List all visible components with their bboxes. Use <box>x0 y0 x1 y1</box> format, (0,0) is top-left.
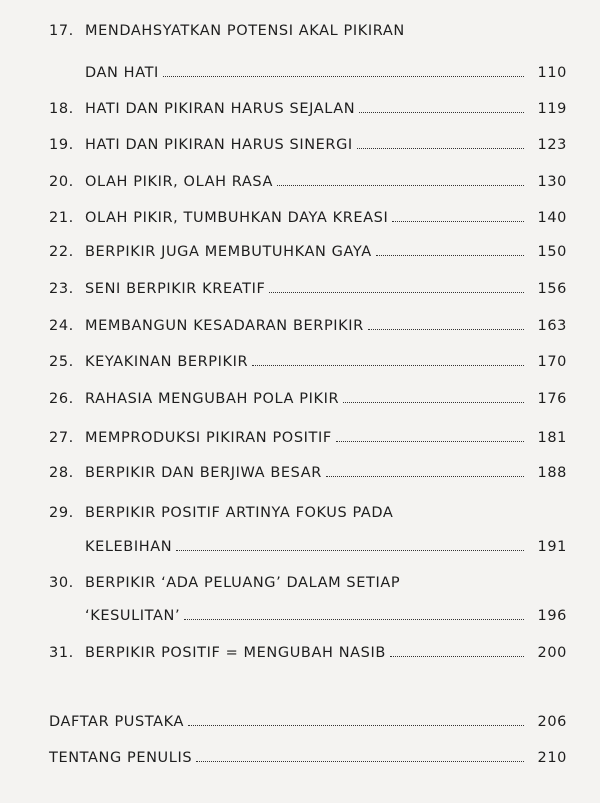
entry-title-line1: MENDAHSYATKAN POTENSI AKAL PIKIRAN <box>85 23 405 39</box>
toc-entry-31 <box>0 641 600 665</box>
toc-entry-28 <box>0 461 600 485</box>
toc-entry-23 <box>0 277 600 301</box>
entry-page: 210 <box>537 750 567 766</box>
entry-page: 140 <box>537 210 567 226</box>
entry-title: BERPIKIR POSITIF = MENGUBAH NASIB <box>85 645 386 661</box>
entry-page: 170 <box>537 354 567 370</box>
entry-page: 119 <box>537 101 567 117</box>
entry-number: 30. <box>49 575 74 591</box>
toc-entry-30-cont <box>0 604 600 628</box>
leader-dots <box>359 97 524 113</box>
entry-number: 31. <box>49 645 74 661</box>
entry-page: 110 <box>537 65 567 81</box>
entry-title: TENTANG PENULIS <box>49 750 193 766</box>
toc-entry-daftar-pustaka <box>0 710 600 734</box>
leader-dots <box>188 710 524 726</box>
entry-number: 20. <box>49 174 74 190</box>
entry-page: 181 <box>537 430 567 446</box>
entry-number: 28. <box>49 465 74 481</box>
entry-title-line1: BERPIKIR ‘ADA PELUANG’ DALAM SETIAP <box>85 575 401 591</box>
entry-number: 26. <box>49 391 74 407</box>
entry-title: HATI DAN PIKIRAN HARUS SINERGI <box>85 137 353 153</box>
toc-entry-25 <box>0 350 600 374</box>
entry-page: 123 <box>537 137 567 153</box>
entry-page: 200 <box>537 645 567 661</box>
toc-entry-27 <box>0 426 600 450</box>
toc-entry-26 <box>0 387 600 411</box>
entry-number: 27. <box>49 430 74 446</box>
entry-page: 206 <box>537 714 567 730</box>
toc-entry-19 <box>0 133 600 157</box>
entry-title: DAN HATI <box>85 65 159 81</box>
entry-number: 25. <box>49 354 74 370</box>
leader-dots <box>357 133 524 149</box>
entry-title: DAFTAR PUSTAKA <box>49 714 185 730</box>
leader-dots <box>326 461 524 477</box>
leader-dots <box>163 61 524 77</box>
leader-dots <box>176 535 524 551</box>
entry-number: 23. <box>49 281 74 297</box>
toc-entry-18 <box>0 97 600 121</box>
toc-entry-21 <box>0 206 600 230</box>
leader-dots <box>184 604 524 620</box>
entry-page: 196 <box>537 608 567 624</box>
entry-title-line1: BERPIKIR POSITIF ARTINYA FOKUS PADA <box>85 505 394 521</box>
entry-number: 22. <box>49 244 74 260</box>
toc-entry-29 <box>0 501 600 525</box>
entry-title: OLAH PIKIR, OLAH RASA <box>85 174 274 190</box>
toc-entry-22 <box>0 240 600 264</box>
toc-entry-tentang-penulis <box>0 746 600 770</box>
leader-dots <box>390 641 524 657</box>
entry-title: BERPIKIR DAN BERJIWA BESAR <box>85 465 322 481</box>
leader-dots <box>343 387 524 403</box>
toc-entry-17-cont <box>0 61 600 85</box>
entry-page: 188 <box>537 465 567 481</box>
entry-title: RAHASIA MENGUBAH POLA PIKIR <box>85 391 340 407</box>
entry-title: MEMBANGUN KESADARAN BERPIKIR <box>85 318 364 334</box>
entry-page: 191 <box>537 539 567 555</box>
leader-dots <box>368 314 524 330</box>
entry-title: OLAH PIKIR, TUMBUHKAN DAYA KREASI <box>85 210 389 226</box>
toc-entry-17 <box>0 19 600 43</box>
entry-title: ‘KESULITAN’ <box>85 608 181 624</box>
entry-number: 21. <box>49 210 74 226</box>
entry-page: 176 <box>537 391 567 407</box>
entry-page: 130 <box>537 174 567 190</box>
leader-dots <box>376 240 524 256</box>
toc-entry-30 <box>0 571 600 595</box>
toc-entry-24 <box>0 314 600 338</box>
entry-title: MEMPRODUKSI PIKIRAN POSITIF <box>85 430 332 446</box>
entry-number: 17. <box>49 23 74 39</box>
leader-dots <box>269 277 524 293</box>
entry-title: SENI BERPIKIR KREATIF <box>85 281 266 297</box>
entry-number: 18. <box>49 101 74 117</box>
leader-dots <box>252 350 524 366</box>
entry-number: 29. <box>49 505 74 521</box>
toc-entry-20 <box>0 170 600 194</box>
leader-dots <box>196 746 524 762</box>
leader-dots <box>336 426 524 442</box>
entry-number: 19. <box>49 137 74 153</box>
entry-page: 150 <box>537 244 567 260</box>
entry-page: 163 <box>537 318 567 334</box>
entry-title: KEYAKINAN BERPIKIR <box>85 354 249 370</box>
entry-title: HATI DAN PIKIRAN HARUS SEJALAN <box>85 101 356 117</box>
entry-title: KELEBIHAN <box>85 539 173 555</box>
toc-entry-29-cont <box>0 535 600 559</box>
leader-dots <box>392 206 524 222</box>
entry-page: 156 <box>537 281 567 297</box>
entry-number: 24. <box>49 318 74 334</box>
leader-dots <box>277 170 524 186</box>
entry-title: BERPIKIR JUGA MEMBUTUHKAN GAYA <box>85 244 372 260</box>
